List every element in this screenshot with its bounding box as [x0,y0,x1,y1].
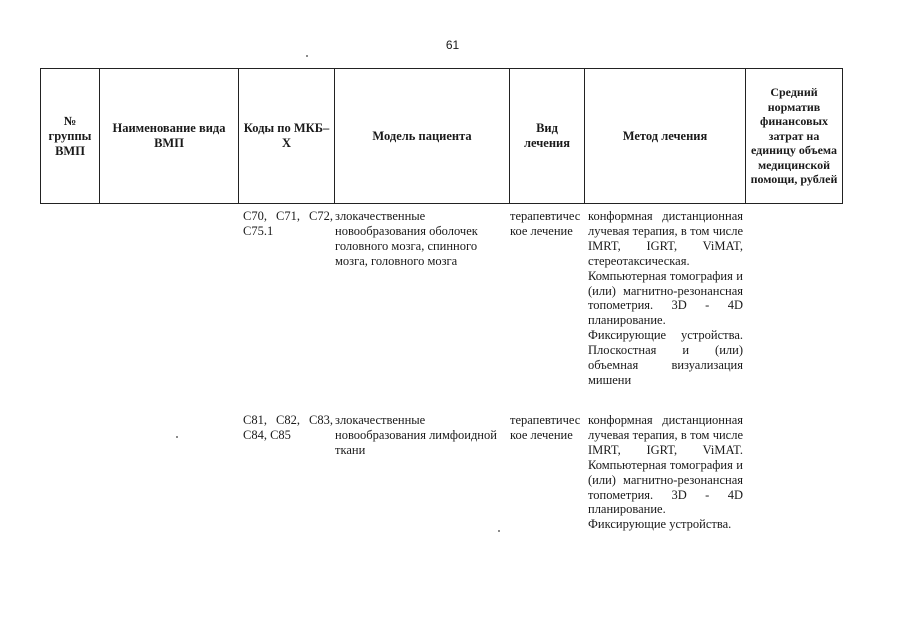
header-vmp-name: Наименование вида ВМП [100,69,239,204]
scan-speck [498,530,500,532]
row-treatment-type: терапевтическое лечение [510,413,581,442]
scan-speck [176,436,178,438]
row-icd-codes: C70, C71, C72, C75.1 [243,209,333,238]
page-number: 61 [445,38,460,52]
row-icd-codes: C81, C82, C83, C84, C85 [243,413,333,442]
scan-speck [306,55,308,57]
header-group-no: № группы ВМП [41,69,100,204]
row-treatment-method: конформная дистанционная лучевая терапия, в том числе IMRT, IGRT, ViMAT, стереотаксическая. Компьютерная томография и (или) магнитно-резонансная топометрия. 3D - 4D планирование. Фиксирующие устройства. Плоскостная и (или) объемная визуализация мишени [588,209,743,387]
row-treatment-type: терапевтическое лечение [510,209,581,238]
header-patient-model: Модель пациента [335,69,510,204]
row-treatment-method: конформная дистанционная лучевая терапия, в том числе IMRT, IGRT, ViMAT. Компьютерная томография и (или) магнитно-резонансная топометрия. 3D - 4D планирование. Фиксирующие устройства. [588,413,743,532]
table-header [40,68,843,204]
header-icd-codes: Коды по МКБ–Х [239,69,335,204]
header-treatment-method: Метод лечения [585,69,746,204]
table-header-row [41,69,843,204]
row-patient-model: злокачественные новообразования лимфоидной ткани [335,413,497,457]
row-patient-model: злокачественные новообразования оболочек головного мозга, спинного мозга, головного мозга [335,209,478,268]
header-avg-cost: Средний норматив финансовых затрат на единицу объема медицинской помощи, рублей [746,69,843,204]
header-treatment-type: Вид лечения [510,69,585,204]
